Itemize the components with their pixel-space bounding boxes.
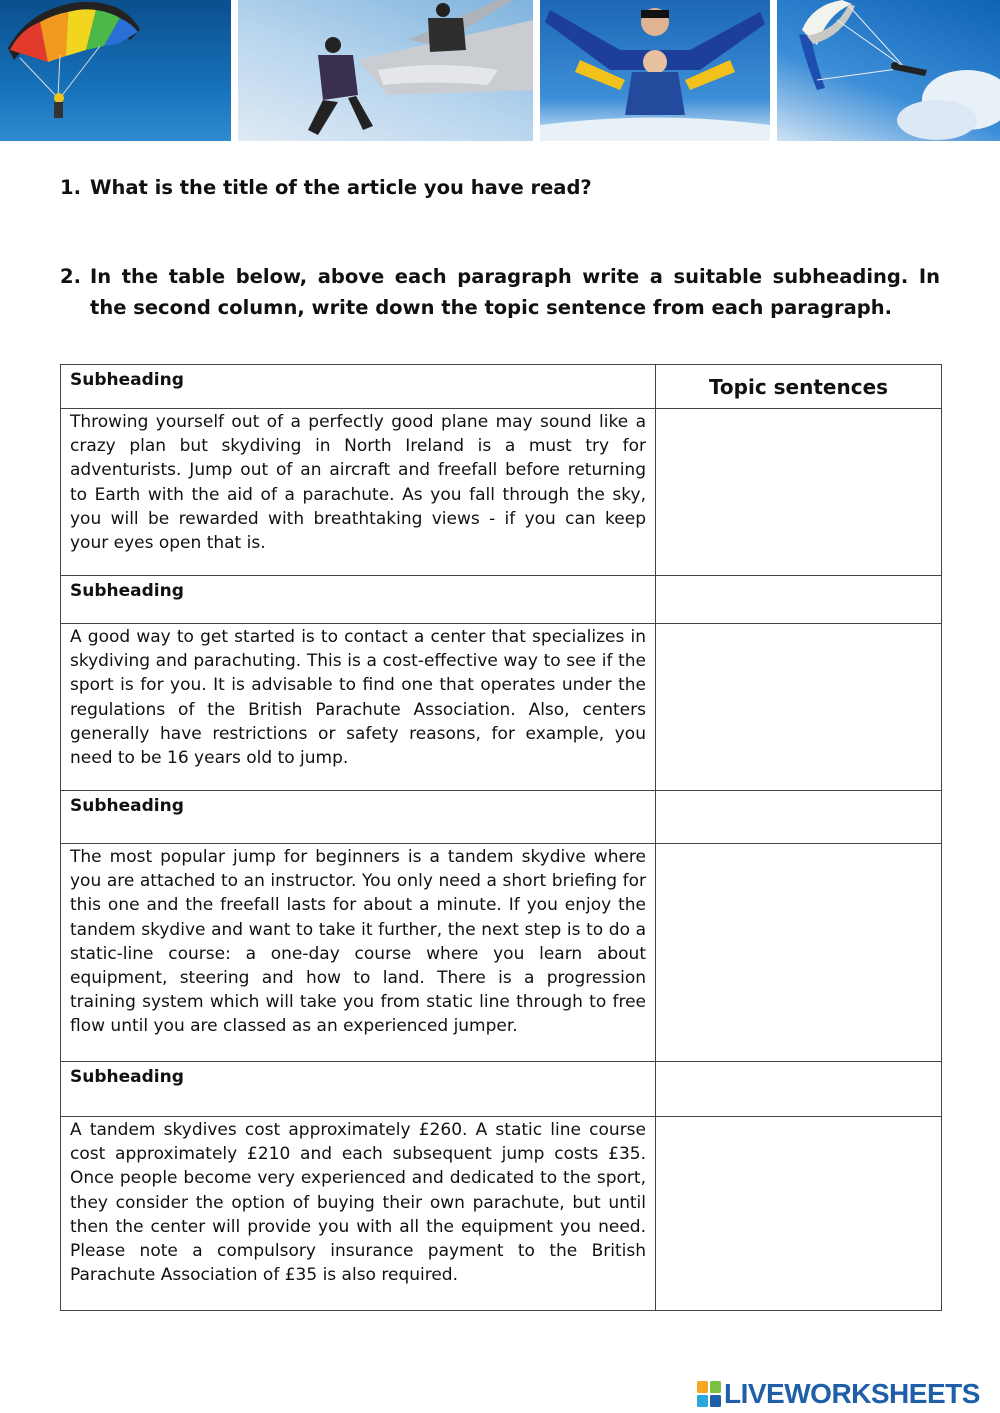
logo-text: LIVEWORKSHEETS (724, 1378, 980, 1409)
table-row (61, 624, 942, 791)
table-row (61, 576, 942, 624)
topic-sentence-answer-2[interactable] (656, 624, 942, 791)
topic-sentence-answer-1[interactable] (656, 409, 942, 576)
question-number: 1. (60, 176, 81, 199)
photo-tandem-skydive (540, 0, 770, 141)
photo-formation-skydivers-plane (238, 0, 533, 141)
header-photo-banner (0, 0, 1000, 142)
table-row (61, 409, 942, 576)
subheading-label: Subheading (61, 791, 656, 844)
subheading-label: Subheading (61, 1062, 656, 1117)
question-text: In the table below, above each paragraph write a suitable subheading. In the second column, write down the topic sentence from each paragraph. (90, 265, 940, 319)
paragraph-2: A good way to get started is to contact a center that specializes in skydiving and parachuting. This is a cost-effective way to see if the sport is for you. It is advisable to find one that operates under the regulations of the British Parachute Association. Also, centers generally have restrictions or safety reasons, for example, you need to be 16 years old to jump. (61, 624, 656, 791)
paragraph-3: The most popular jump for beginners is a tandem skydive where you are attached to an instructor. You only need a short briefing for this one and the freefall lasts for about a minute. If you enjoy the tandem skydive and want to take it further, the next step is to do a static-line course: a one-day course where you learn about equipment, steering and how to land. There is a progression training system which will take you from static line through to free flow until you are classed as an experienced jumper. (61, 844, 656, 1062)
canopy-illustration (777, 0, 1000, 141)
question-text: What is the title of the article you have read? (90, 176, 592, 199)
topic-sentence-answer-3[interactable] (656, 844, 942, 1062)
question-2 (60, 261, 940, 323)
paragraph-1: Throwing yourself out of a perfectly good plane may sound like a crazy plan but skydiving in North Ireland is a must try for adventurists. Jump out of an aircraft and freefall before returning to Earth with the aid of a parachute. As you fall through the sky, you will be rewarded with breathtaking views - if you can keep your eyes open that is. (61, 409, 656, 576)
table-row (61, 791, 942, 844)
table-row (61, 844, 942, 1062)
subheading-answer-4[interactable] (656, 1062, 942, 1117)
table-row (61, 1117, 942, 1311)
subheading-answer-3[interactable] (656, 791, 942, 844)
subheading-topic-table (60, 364, 942, 1311)
subheading-label: Subheading (61, 576, 656, 624)
table-row (61, 1062, 942, 1117)
plane-illustration (238, 0, 533, 141)
table-header-row (61, 365, 942, 409)
topic-sentence-answer-4[interactable] (656, 1117, 942, 1311)
photo-parachute-sky (777, 0, 1000, 141)
question-1 (60, 172, 940, 203)
paragraph-4: A tandem skydives cost approximately £260. A static line course cost approximately £210 and each subsequent jump costs £35. Once people become very experienced and dedicated to the sport, they consider the option of buying their own parachute, but until then the center will provide you with all the equipment you need. Please note a compulsory insurance payment to the British Parachute Association of £35 is also required. (61, 1117, 656, 1311)
subheading-label: Subheading (61, 365, 656, 409)
topic-sentences-header: Topic sentences (656, 365, 942, 409)
photo-colorful-parachute (0, 0, 231, 141)
subheading-answer-2[interactable] (656, 576, 942, 624)
logo-blocks-icon (697, 1381, 721, 1407)
liveworksheets-logo (697, 1378, 997, 1410)
tandem-illustration (540, 0, 770, 141)
question-number: 2. (60, 265, 81, 288)
parachute-illustration (0, 0, 231, 141)
